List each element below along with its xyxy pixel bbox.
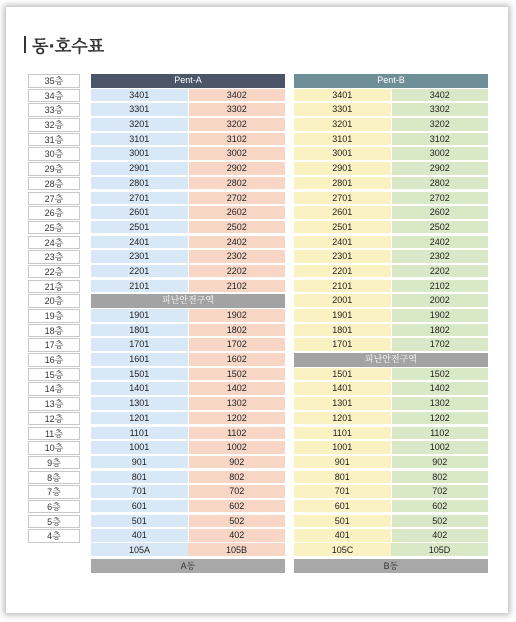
unit-cell: 2601 — [294, 206, 391, 220]
unit-row — [91, 147, 285, 161]
unit-row — [294, 500, 488, 514]
unit-row — [294, 471, 488, 485]
unit-row — [294, 236, 488, 250]
block-b-refuge-zone: 피난안전구역 — [294, 353, 488, 367]
unit-cell: 1902 — [188, 309, 286, 323]
unit-cell: 2501 — [91, 221, 188, 235]
unit-row — [91, 89, 285, 103]
unit-cell: 2302 — [188, 250, 286, 264]
unit-row — [294, 206, 488, 220]
unit-cell: 3201 — [294, 118, 391, 132]
unit-cell: 702 — [188, 485, 286, 499]
unit-cell: 1301 — [91, 397, 188, 411]
floor-label: 24층 — [28, 236, 80, 250]
unit-row — [91, 265, 285, 279]
unit-row — [294, 529, 488, 543]
floor-label: 21층 — [28, 280, 80, 294]
floor-label: 16층 — [28, 353, 80, 367]
floor-label: 22층 — [28, 265, 80, 279]
unit-cell: 1702 — [391, 338, 489, 352]
floor-label: 27층 — [28, 192, 80, 206]
unit-cell: 802 — [188, 471, 286, 485]
unit-cell: 602 — [188, 500, 286, 514]
unit-cell: 1001 — [91, 441, 188, 455]
unit-cell: 3102 — [391, 133, 489, 147]
unit-row — [294, 338, 488, 352]
unit-cell: 1502 — [188, 368, 286, 382]
unit-cell: 3302 — [188, 103, 286, 117]
unit-row — [91, 236, 285, 250]
unit-row — [294, 250, 488, 264]
unit-row — [294, 162, 488, 176]
unit-cell: 3302 — [391, 103, 489, 117]
unit-row — [294, 412, 488, 426]
unit-cell: 3401 — [91, 89, 188, 103]
unit-row — [294, 427, 488, 441]
unit-cell: 2901 — [294, 162, 391, 176]
unit-row — [294, 309, 488, 323]
unit-cell: 501 — [294, 515, 391, 529]
unit-row — [91, 206, 285, 220]
unit-cell: 1501 — [91, 368, 188, 382]
unit-cell: 2901 — [91, 162, 188, 176]
unit-cell: 1902 — [391, 309, 489, 323]
unit-cell: 1501 — [294, 368, 391, 382]
unit-cell: 2101 — [91, 280, 188, 294]
unit-row — [294, 397, 488, 411]
unit-cell: 1402 — [188, 382, 286, 396]
unit-cell: 901 — [294, 456, 391, 470]
block-a-header: Pent-A — [91, 74, 285, 88]
unit-cell: 2301 — [294, 250, 391, 264]
unit-row — [91, 456, 285, 470]
unit-cell: 1101 — [91, 427, 188, 441]
unit-row — [91, 485, 285, 499]
unit-row — [91, 280, 285, 294]
unit-row — [91, 412, 285, 426]
unit-row — [91, 133, 285, 147]
floor-label: 23층 — [28, 250, 80, 264]
block-b-header: Pent-B — [294, 74, 488, 88]
block-a-footer — [91, 543, 285, 573]
unit-row — [91, 441, 285, 455]
unit-cell: 702 — [391, 485, 489, 499]
unit-cell: 2602 — [188, 206, 286, 220]
unit-cell: 1002 — [188, 441, 286, 455]
page-title-text: 동·호수표 — [32, 37, 105, 57]
unit-cell: 3202 — [188, 118, 286, 132]
unit-cell: 3002 — [188, 147, 286, 161]
floor-label: 15층 — [28, 368, 80, 382]
unit-row — [294, 221, 488, 235]
unit-cell: 2102 — [188, 280, 286, 294]
unit-cell: 2302 — [391, 250, 489, 264]
unit-cell: 3001 — [91, 147, 188, 161]
block-a-refuge-zone: 피난안전구역 — [91, 294, 285, 308]
dong-label-b: B동 — [294, 559, 488, 573]
floor-label: 7층 — [28, 485, 80, 499]
unit-cell: 502 — [188, 515, 286, 529]
unit-cell: 2501 — [294, 221, 391, 235]
unit-cell: 2401 — [91, 236, 188, 250]
unit-row — [294, 382, 488, 396]
unit-row — [294, 192, 488, 206]
unit-cell: 3402 — [188, 89, 286, 103]
unit-cell: 402 — [188, 529, 286, 543]
unit-cell: 1801 — [294, 324, 391, 338]
floor-column — [28, 74, 80, 544]
floor-label: 6층 — [28, 500, 80, 514]
unit-row — [91, 382, 285, 396]
unit-cell: 2201 — [294, 265, 391, 279]
unit-cell: 601 — [91, 500, 188, 514]
unit-cell: 2502 — [188, 221, 286, 235]
block-b-table — [294, 74, 488, 544]
unit-row — [91, 162, 285, 176]
unit-row — [91, 118, 285, 132]
floor-label: 30층 — [28, 147, 80, 161]
unit-row — [91, 427, 285, 441]
unit-row — [294, 294, 488, 308]
unit-cell: 1402 — [391, 382, 489, 396]
unit-row — [91, 397, 285, 411]
unit-cell: 2402 — [391, 236, 489, 250]
floor-label: 31층 — [28, 133, 80, 147]
unit-cell: 1002 — [391, 441, 489, 455]
unit-row — [294, 118, 488, 132]
unit-cell: 3301 — [294, 103, 391, 117]
unit-cell: 1401 — [294, 382, 391, 396]
floor-label: 12층 — [28, 412, 80, 426]
unit-cell: 901 — [91, 456, 188, 470]
unit-cell: 2502 — [391, 221, 489, 235]
unit-cell: 1702 — [188, 338, 286, 352]
page-title — [24, 32, 104, 57]
unit-cell: 1601 — [91, 353, 188, 367]
dong-label-a: A동 — [91, 559, 285, 573]
unit-row — [91, 515, 285, 529]
unit-cell: 2702 — [391, 192, 489, 206]
floor-label: 29층 — [28, 162, 80, 176]
floor-label: 35층 — [28, 74, 80, 88]
unit-cell: 1401 — [91, 382, 188, 396]
floor-label: 9층 — [28, 456, 80, 470]
unit-cell: 3102 — [188, 133, 286, 147]
unit-cell: 1202 — [391, 412, 489, 426]
unit-cell: 2402 — [188, 236, 286, 250]
unit-row — [91, 177, 285, 191]
floor-label: 5층 — [28, 515, 80, 529]
unit-cell: 3101 — [294, 133, 391, 147]
unit-cell: 501 — [91, 515, 188, 529]
unit-row — [91, 500, 285, 514]
line-label-105d: 105D — [391, 543, 488, 557]
floor-label: 18층 — [28, 324, 80, 338]
unit-cell: 801 — [91, 471, 188, 485]
unit-row — [91, 338, 285, 352]
unit-row — [91, 192, 285, 206]
unit-cell: 2301 — [91, 250, 188, 264]
unit-row — [294, 265, 488, 279]
unit-row — [91, 368, 285, 382]
unit-cell: 2401 — [294, 236, 391, 250]
title-bar-icon — [24, 36, 26, 53]
unit-cell: 2102 — [391, 280, 489, 294]
floor-label: 34층 — [28, 89, 80, 103]
unit-cell: 3301 — [91, 103, 188, 117]
unit-cell: 1901 — [91, 309, 188, 323]
unit-cell: 701 — [91, 485, 188, 499]
unit-cell: 1801 — [91, 324, 188, 338]
line-label-105a: 105A — [91, 543, 188, 557]
unit-cell: 1502 — [391, 368, 489, 382]
unit-cell: 1001 — [294, 441, 391, 455]
unit-row — [294, 177, 488, 191]
unit-cell: 1602 — [188, 353, 286, 367]
unit-row — [294, 368, 488, 382]
unit-cell: 1802 — [188, 324, 286, 338]
floor-label: 11층 — [28, 427, 80, 441]
block-b-footer — [294, 543, 488, 573]
floor-label: 32층 — [28, 118, 80, 132]
unit-cell: 3202 — [391, 118, 489, 132]
unit-cell: 2702 — [188, 192, 286, 206]
floor-label: 8층 — [28, 471, 80, 485]
unit-row — [91, 309, 285, 323]
unit-row — [91, 221, 285, 235]
floor-label: 20층 — [28, 294, 80, 308]
floor-label: 17층 — [28, 338, 80, 352]
unit-cell: 902 — [391, 456, 489, 470]
unit-row — [294, 89, 488, 103]
unit-row — [294, 280, 488, 294]
floor-label: 4층 — [28, 529, 80, 543]
unit-row — [294, 324, 488, 338]
floor-label: 14층 — [28, 382, 80, 396]
unit-cell: 1901 — [294, 309, 391, 323]
unit-cell: 402 — [391, 529, 489, 543]
unit-cell: 3002 — [391, 147, 489, 161]
unit-row — [294, 103, 488, 117]
unit-row — [91, 353, 285, 367]
floor-label: 25층 — [28, 221, 80, 235]
unit-cell: 2601 — [91, 206, 188, 220]
line-label-105c: 105C — [294, 543, 391, 557]
unit-row — [91, 471, 285, 485]
unit-cell: 2801 — [91, 177, 188, 191]
unit-cell: 1101 — [294, 427, 391, 441]
unit-row — [91, 324, 285, 338]
unit-cell: 602 — [391, 500, 489, 514]
unit-cell: 1302 — [391, 397, 489, 411]
unit-cell: 2701 — [294, 192, 391, 206]
block-a-table — [91, 74, 285, 544]
unit-cell: 1202 — [188, 412, 286, 426]
unit-row — [91, 250, 285, 264]
unit-cell: 1802 — [391, 324, 489, 338]
floor-label: 19층 — [28, 309, 80, 323]
unit-cell: 2201 — [91, 265, 188, 279]
unit-cell: 2101 — [294, 280, 391, 294]
unit-cell: 2002 — [391, 294, 489, 308]
unit-row — [294, 456, 488, 470]
unit-cell: 1102 — [391, 427, 489, 441]
unit-row — [294, 485, 488, 499]
unit-cell: 1302 — [188, 397, 286, 411]
unit-cell: 2902 — [188, 162, 286, 176]
unit-cell: 2602 — [391, 206, 489, 220]
unit-row — [294, 147, 488, 161]
floor-label: 26층 — [28, 206, 80, 220]
floor-label: 33층 — [28, 103, 80, 117]
unit-cell: 2902 — [391, 162, 489, 176]
unit-cell: 3201 — [91, 118, 188, 132]
unit-cell: 1201 — [91, 412, 188, 426]
unit-cell: 2801 — [294, 177, 391, 191]
unit-cell: 802 — [391, 471, 489, 485]
unit-cell: 601 — [294, 500, 391, 514]
unit-cell: 2202 — [188, 265, 286, 279]
unit-cell: 2001 — [294, 294, 391, 308]
unit-cell: 1701 — [294, 338, 391, 352]
floor-label: 10층 — [28, 441, 80, 455]
unit-row — [91, 103, 285, 117]
unit-cell: 2701 — [91, 192, 188, 206]
floor-label: 28층 — [28, 177, 80, 191]
unit-cell: 3101 — [91, 133, 188, 147]
unit-cell: 1301 — [294, 397, 391, 411]
line-label-105b: 105B — [188, 543, 285, 557]
unit-cell: 401 — [91, 529, 188, 543]
unit-cell: 1102 — [188, 427, 286, 441]
unit-cell: 902 — [188, 456, 286, 470]
unit-cell: 3402 — [391, 89, 489, 103]
unit-cell: 3001 — [294, 147, 391, 161]
unit-cell: 1701 — [91, 338, 188, 352]
unit-cell: 1201 — [294, 412, 391, 426]
floor-label: 13층 — [28, 397, 80, 411]
unit-cell: 3401 — [294, 89, 391, 103]
unit-cell: 2802 — [188, 177, 286, 191]
unit-cell: 502 — [391, 515, 489, 529]
unit-row — [91, 529, 285, 543]
unit-cell: 2802 — [391, 177, 489, 191]
unit-cell: 2202 — [391, 265, 489, 279]
unit-row — [294, 133, 488, 147]
unit-row — [294, 515, 488, 529]
unit-row — [294, 441, 488, 455]
unit-cell: 801 — [294, 471, 391, 485]
unit-cell: 701 — [294, 485, 391, 499]
unit-cell: 401 — [294, 529, 391, 543]
